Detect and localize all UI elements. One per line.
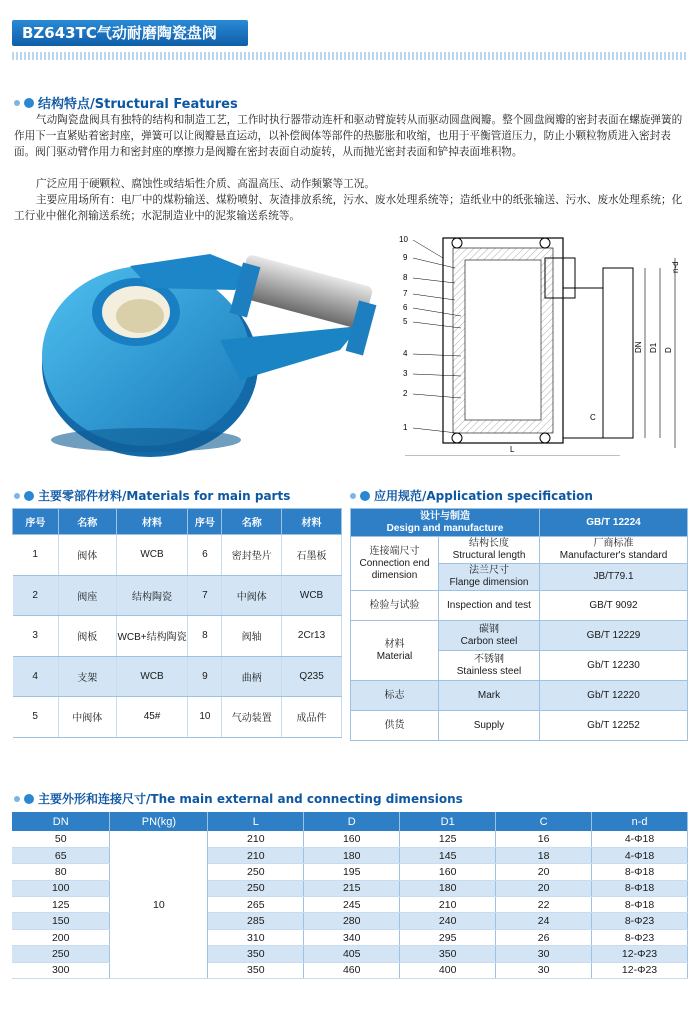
col-header: D1 (400, 812, 496, 831)
table-cell: 9 (188, 656, 222, 697)
col-header: DN (12, 812, 110, 831)
drawing-label: D1 (649, 342, 658, 353)
page-title: BZ643TC气动耐磨陶瓷盘阀 (22, 24, 217, 42)
table-cell: 300 (12, 962, 110, 978)
page-title-bar (12, 20, 248, 46)
spec-insp-std: GB/T 9092 (540, 591, 688, 621)
spec-carbon-en: Carbon steel (460, 635, 518, 647)
table-cell: 30 (496, 946, 592, 962)
table-cell: 460 (304, 962, 400, 978)
table-cell: 支架 (58, 656, 116, 697)
table-cell: 曲柄 (222, 656, 282, 697)
table-cell: 6 (188, 535, 222, 576)
drawing-label: 2 (403, 389, 408, 398)
table-cell: 5 (13, 697, 59, 738)
drawing-label: 10 (399, 235, 408, 244)
table-cell: 阀体 (58, 535, 116, 576)
table-cell: 8-Φ18 (592, 880, 688, 896)
table-cell: 250 (12, 946, 110, 962)
spec-stainless-en: Stainless steel (456, 665, 522, 677)
table-cell: 结构陶瓷 (116, 575, 188, 616)
spec-mark-cn: 标志 (351, 681, 439, 711)
col-header: n-d (592, 812, 688, 831)
col-header: 材料 (282, 509, 342, 535)
table-cell: 80 (12, 864, 110, 880)
spec-flange-en: Flange dimension (449, 577, 529, 588)
table-cell: 2Cr13 (282, 616, 342, 657)
table-cell: 24 (496, 913, 592, 929)
col-header: 序号 (13, 509, 59, 535)
col-header: 名称 (222, 509, 282, 535)
bullet-icon (24, 98, 34, 108)
spec-design-std: GB/T 12224 (540, 509, 688, 537)
drawing-label: 1 (403, 423, 408, 432)
spec-material-cell (351, 621, 439, 681)
table-cell: 310 (208, 929, 304, 945)
table-cell: 阀轴 (222, 616, 282, 657)
dimensions-table (12, 812, 688, 979)
drawing-label: C (590, 413, 596, 422)
spec-conn-en: Connection end dimension (359, 557, 430, 581)
table-cell: 350 (208, 946, 304, 962)
table-cell: 200 (12, 929, 110, 945)
table-cell: 26 (496, 929, 592, 945)
table-cell: 阀座 (58, 575, 116, 616)
table-cell: 4-Φ18 (592, 847, 688, 863)
col-header: L (208, 812, 304, 831)
table-cell: 22 (496, 897, 592, 913)
dimensions-body (12, 831, 688, 979)
table-cell: WCB (282, 575, 342, 616)
spec-insp-cn: 检验与试验 (351, 591, 439, 621)
table-cell: 2 (13, 575, 59, 616)
table-cell: 8-Φ18 (592, 897, 688, 913)
table-cell: 100 (12, 880, 110, 896)
table-cell: 气动装置 (222, 697, 282, 738)
drawing-label: D (664, 347, 673, 353)
table-row (351, 591, 688, 621)
table-cell: 12-Φ23 (592, 962, 688, 978)
table-cell: 180 (400, 880, 496, 896)
table-cell: 4-Φ18 (592, 831, 688, 847)
structural-paragraph-1: 气动陶瓷盘阀具有独特的结构和制造工艺，工作时执行器带动连杆和驱动臂旋转从而驱动圆盘阀瓣。整个圆盘阀瓣的密封表面在螺旋弹簧的作用下一直紧贴着密封座，弹簧可以让阀瓣悬直运动，以补偿阀体等部件的热膨胀和收缩，也用于平衡管道压力，防止小颗粒物质进入密封表面。阀门驱动臂作用力和密封座的摩擦力是阀瓣在密封表面自动旋转，从而抛光密封表面和铲掉表面堆积物。 (14, 114, 683, 158)
dimensions-heading (14, 790, 463, 807)
spec-supply-cn: 供货 (351, 711, 439, 741)
table-row (351, 621, 688, 651)
table-cell: 16 (496, 831, 592, 847)
table-cell: WCB (116, 535, 188, 576)
table-cell: 8-Φ18 (592, 864, 688, 880)
table-cell: 3 (13, 616, 59, 657)
table-cell: 160 (304, 831, 400, 847)
table-row (351, 509, 688, 537)
table-cell: 中阀体 (58, 697, 116, 738)
structural-paragraph-3: 主要应用场所有：电厂中的煤粉输送、煤粉喷射、灰渣排放系统，污水、废水处理系统等；造纸业中的纸张输送、污水、废水处理系统；化工行业中催化剂输送系统；水泥制造业中的泥浆输送系统等。 (14, 194, 683, 222)
table-cell: 7 (188, 575, 222, 616)
table-cell: 中阀体 (222, 575, 282, 616)
table-cell: 8-Φ23 (592, 913, 688, 929)
drawing-label: 3 (403, 369, 408, 378)
table-cell: 30 (496, 962, 592, 978)
table-row (351, 681, 688, 711)
table-cell: 10 (188, 697, 222, 738)
col-header: D (304, 812, 400, 831)
spec-supply-std: Gb/T 12252 (540, 711, 688, 741)
table-cell: 密封垫片 (222, 535, 282, 576)
spec-design-en: Design and manufacture (386, 522, 504, 534)
table-cell: 250 (208, 880, 304, 896)
drawing-label: DN (634, 341, 643, 353)
structural-heading-text: 结构特点/Structural Features (38, 97, 238, 112)
table-cell: 280 (304, 913, 400, 929)
table-cell: 20 (496, 864, 592, 880)
materials-table (12, 508, 342, 738)
spec-heading-text: 应用规范/Application specification (374, 489, 593, 503)
spec-stainless-cell (439, 651, 540, 681)
title-rule (12, 52, 688, 60)
table-row (13, 697, 342, 738)
table-cell: 340 (304, 929, 400, 945)
table-cell: 405 (304, 946, 400, 962)
spec-conn-cn: 连接端尺寸 (369, 545, 420, 557)
structural-paragraph-2: 广泛应用于硬颗粒、腐蚀性或结垢性介质、高温高压、动作频繁等工况。 (36, 178, 375, 190)
valve-section-drawing (395, 228, 695, 456)
table-cell: 150 (12, 913, 110, 929)
spec-struct-cell (439, 537, 540, 564)
table-cell: 145 (400, 847, 496, 863)
bullet-icon (14, 796, 20, 802)
table-cell: 240 (400, 913, 496, 929)
pn-cell: 10 (110, 831, 208, 979)
table-cell: 215 (304, 880, 400, 896)
spec-flange-cell (439, 564, 540, 591)
bullet-icon (360, 491, 370, 501)
drawing-label: 8 (403, 273, 408, 282)
table-row (13, 656, 342, 697)
spec-struct-std-cn: 厂商标准 (593, 538, 634, 549)
table-row (351, 711, 688, 741)
table-cell: 8 (188, 616, 222, 657)
materials-heading-text: 主要零部件材料/Materials for main parts (38, 489, 291, 503)
spec-flange-std: JB/T79.1 (540, 564, 688, 591)
spec-flange-cn: 法兰尺寸 (469, 565, 509, 576)
table-cell: 阀板 (58, 616, 116, 657)
table-cell: 125 (12, 897, 110, 913)
table-cell: 12-Φ23 (592, 946, 688, 962)
table-cell: 65 (12, 847, 110, 863)
table-cell: 210 (208, 831, 304, 847)
table-cell: 195 (304, 864, 400, 880)
table-cell: 8-Φ23 (592, 929, 688, 945)
spec-table (350, 508, 688, 741)
table-row (13, 535, 342, 576)
col-header: 材料 (116, 509, 188, 535)
spec-design-cn: 设计与制造 (420, 510, 470, 522)
table-cell: 350 (400, 946, 496, 962)
spec-heading (350, 487, 593, 504)
table-cell: 265 (208, 897, 304, 913)
table-cell: 285 (208, 913, 304, 929)
table-cell: 50 (12, 831, 110, 847)
table-cell: 160 (400, 864, 496, 880)
drawing-label: 9 (403, 253, 408, 262)
spec-supply-en: Supply (439, 711, 540, 741)
structural-heading (14, 93, 238, 112)
drawing-label: 7 (403, 289, 408, 298)
drawing-label: 6 (403, 303, 408, 312)
spec-conn-cell (351, 537, 439, 591)
table-cell: 4 (13, 656, 59, 697)
drawing-label: n-d (671, 261, 680, 273)
bullet-icon (350, 493, 356, 499)
table-cell: 245 (304, 897, 400, 913)
spec-mark-en: Mark (439, 681, 540, 711)
table-cell: WCB (116, 656, 188, 697)
spec-design-cell (351, 509, 540, 537)
spec-struct-std (540, 537, 688, 564)
table-cell: Q235 (282, 656, 342, 697)
dimensions-header-row (12, 812, 688, 831)
spec-insp-en: Inspection and test (439, 591, 540, 621)
spec-mark-std: Gb/T 12220 (540, 681, 688, 711)
table-row (13, 616, 342, 657)
table-row (13, 575, 342, 616)
table-cell: 400 (400, 962, 496, 978)
col-header: 名称 (58, 509, 116, 535)
table-row (12, 831, 688, 847)
drawing-label: 4 (403, 349, 408, 358)
materials-heading (14, 487, 290, 504)
drawing-label: L (510, 445, 515, 454)
spec-carbon-cn: 碳钢 (479, 623, 499, 635)
spec-material-cn: 材料 (384, 638, 405, 650)
table-cell: 石墨板 (282, 535, 342, 576)
drawing-label: 5 (403, 317, 408, 326)
col-header: 序号 (188, 509, 222, 535)
spec-struct-cn: 结构长度 (469, 538, 509, 549)
table-cell: 210 (208, 847, 304, 863)
spec-stainless-cn: 不锈钢 (474, 653, 504, 665)
materials-header-row (13, 509, 342, 535)
table-cell: 18 (496, 847, 592, 863)
spec-stainless-std: Gb/T 12230 (540, 651, 688, 681)
table-row (351, 537, 688, 564)
spec-struct-std-en: Manufacturer's standard (559, 550, 668, 561)
table-cell: 45# (116, 697, 188, 738)
table-cell: 1 (13, 535, 59, 576)
bullet-icon (24, 491, 34, 501)
table-cell: 250 (208, 864, 304, 880)
table-cell: 350 (208, 962, 304, 978)
spec-struct-en: Structural length (452, 550, 526, 561)
bullet-icon (14, 100, 20, 106)
col-header: C (496, 812, 592, 831)
table-cell: WCB+结构陶瓷 (116, 616, 188, 657)
table-cell: 210 (400, 897, 496, 913)
table-cell: 295 (400, 929, 496, 945)
spec-material-en: Material (376, 650, 413, 662)
table-cell: 成品件 (282, 697, 342, 738)
spec-carbon-std: GB/T 12229 (540, 621, 688, 651)
bullet-icon (24, 794, 34, 804)
dimensions-heading-text: 主要外形和连接尺寸/The main external and connecting dimensions (38, 792, 463, 806)
valve-photo (40, 230, 380, 460)
bullet-icon (14, 493, 20, 499)
table-cell: 20 (496, 880, 592, 896)
col-header: PN(kg) (110, 812, 208, 831)
spec-carbon-cell (439, 621, 540, 651)
table-cell: 180 (304, 847, 400, 863)
table-cell: 125 (400, 831, 496, 847)
